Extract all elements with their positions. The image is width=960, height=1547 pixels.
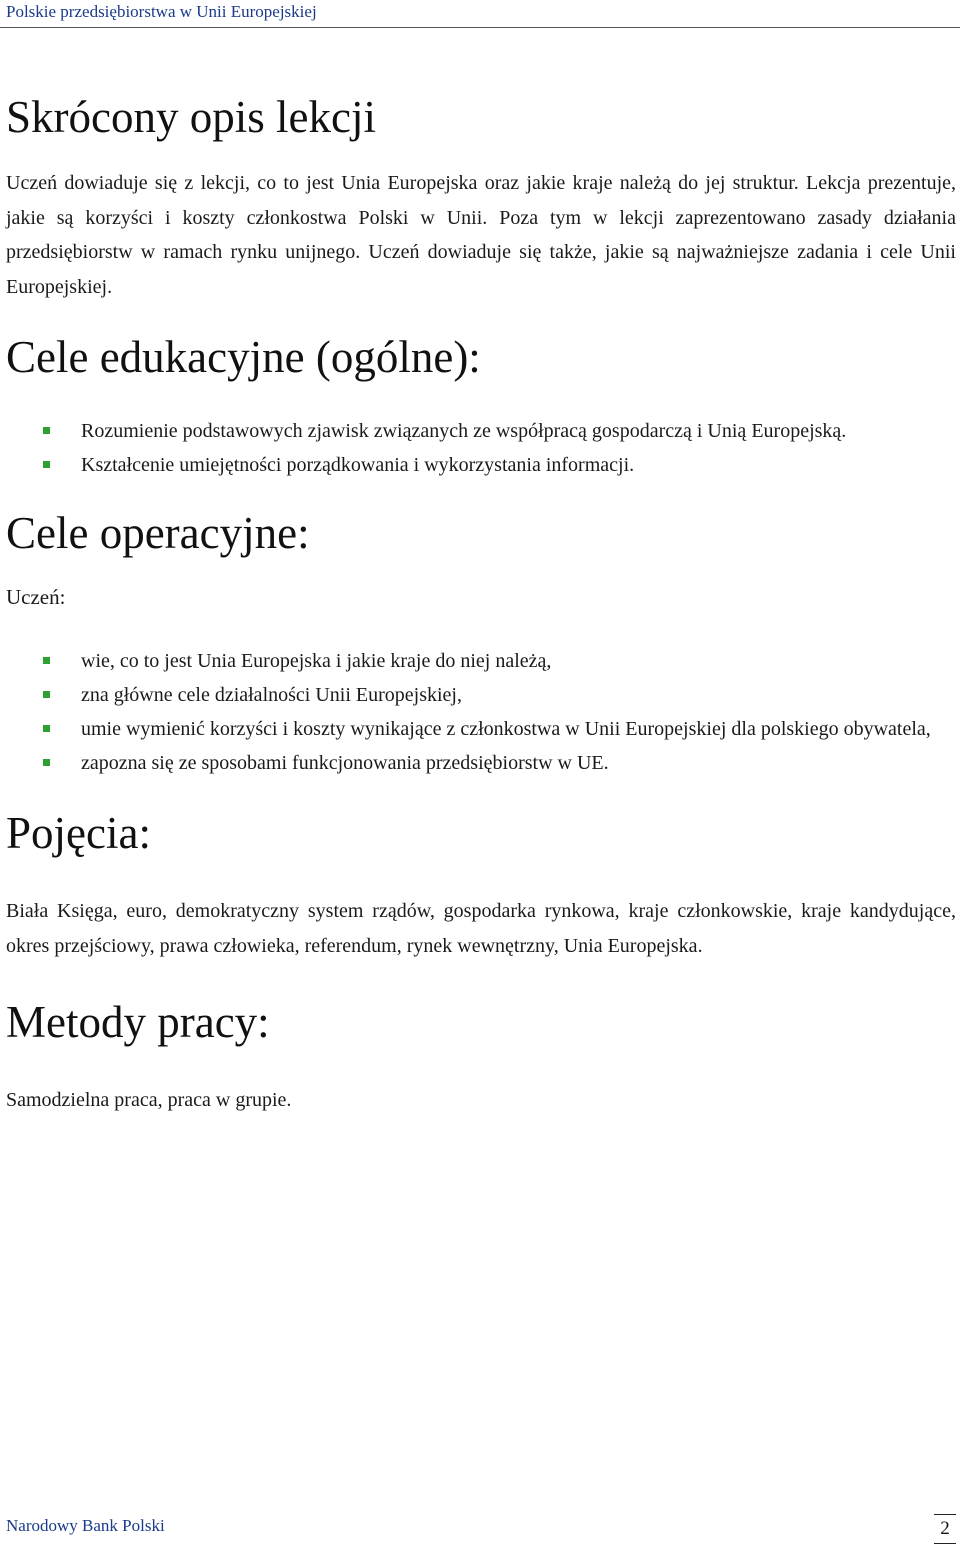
list-item-text: wie, co to jest Unia Europejska i jakie kraje do niej należą, [81,650,552,672]
square-bullet-icon [43,759,50,766]
header-title: Polskie przedsiębiorstwa w Unii Europejskiej [6,2,317,21]
list-item [6,712,956,746]
square-bullet-icon [43,461,50,468]
terms-text: Biała Księga, euro, demokratyczny system rządów, gospodarka rynkowa, kraje członkowskie, kraje kandydujące, okres przejściowy, prawa człowieka, referendum, rynek wewnętrzny, Unia Europejska. [6,900,956,957]
list-item [6,746,956,780]
list-item-text: Kształcenie umiejętności porządkowania i wykorzystania informacji. [81,454,635,476]
page-number: 2 [934,1514,956,1544]
page-footer [0,1514,960,1547]
summary-heading: Skrócony opis lekcji [6,92,376,142]
educational-goals-heading: Cele edukacyjne (ogólne): [6,332,481,382]
list-item [6,644,956,678]
list-item-text: Rozumienie podstawowych zjawisk związanych ze współpracą gospodarczą i Unią Europejską. [81,420,847,442]
educational-goals-list [6,414,956,482]
page-header [0,0,960,28]
summary-text: Uczeń dowiaduje się z lekcji, co to jest Unia Europejska oraz jakie kraje należą do jej struktur. Lekcja prezentuje, jakie są korzyści i koszty członkostwa Polski w Unii. Poza tym w lekcji zaprezentowano zasady działania przedsiębiorstw w ramach rynku unijnego. Uczeń dowiaduje się także, jakie są najważniejsze zadania i cele Unii Europejskiej. [6,172,956,298]
square-bullet-icon [43,691,50,698]
operational-goals-list [6,644,956,780]
list-item [6,414,956,448]
list-item-text: umie wymienić korzyści i koszty wynikające z członkostwa w Unii Europejskiej dla polskiego obywatela, [81,718,931,740]
document-body [6,78,956,1118]
square-bullet-icon [43,427,50,434]
operational-goals-heading: Cele operacyjne: [6,508,310,558]
footer-publisher: Narodowy Bank Polski [6,1516,165,1535]
square-bullet-icon [43,725,50,732]
methods-text: Samodzielna praca, praca w grupie. [6,1089,292,1111]
list-item-text: zapozna się ze sposobami funkcjonowania przedsiębiorstw w UE. [81,752,609,774]
square-bullet-icon [43,657,50,664]
methods-heading: Metody pracy: [6,997,270,1047]
terms-heading: Pojęcia: [6,808,151,858]
list-item [6,448,956,482]
student-label: Uczeń: [6,585,66,609]
list-item-text: zna główne cele działalności Unii Europejskiej, [81,684,462,706]
list-item [6,678,956,712]
